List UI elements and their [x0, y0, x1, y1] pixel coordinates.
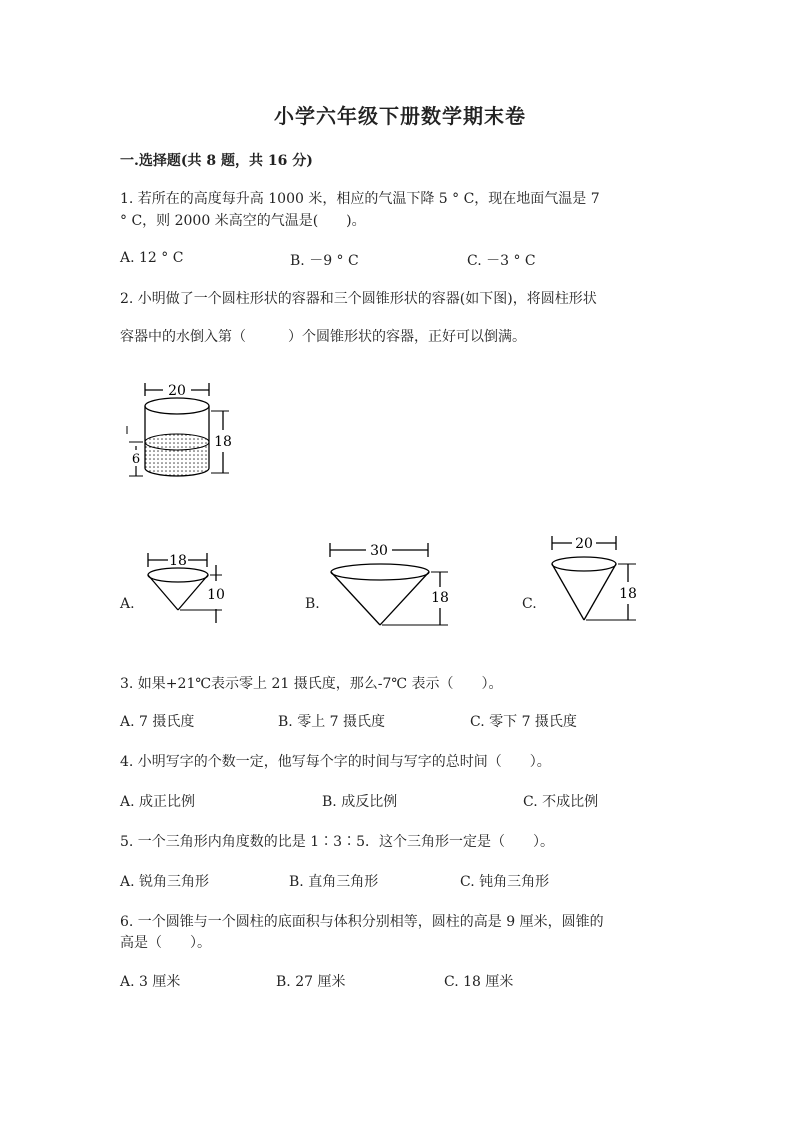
cone-c-diameter-label: 20 [575, 536, 593, 552]
question-4-option-a[interactable]: A. 成正比例 [120, 794, 196, 810]
question-1-line-1: 1. 若所在的高度每升高 1000 米，相应的气温下降 5 ° C，现在地面气温是 7 [120, 191, 600, 207]
question-5-option-b[interactable]: B. 直角三角形 [289, 874, 379, 890]
cone-b-diameter-label: 30 [370, 543, 388, 559]
question-4-text: 4. 小明写字的个数一定，他写每个字的时间与写字的总时间（ ）。 [120, 754, 551, 770]
question-5-option-c[interactable]: C. 钝角三角形 [460, 874, 550, 890]
question-2-line-1: 2. 小明做了一个圆柱形状的容器和三个圆锥形状的容器(如下图)，将圆柱形状 [120, 291, 597, 307]
question-5-text: 5. 一个三角形内角度数的比是 1∶3∶5．这个三角形一定是（ ）。 [120, 834, 554, 850]
question-1-option-a[interactable]: A. 12 ° C [120, 250, 184, 266]
question-3-option-b[interactable]: B. 零上 7 摄氏度 [278, 714, 385, 730]
question-5-option-a[interactable]: A. 锐角三角形 [120, 874, 210, 890]
section-heading: 一.选择题(共 8 题，共 16 分) [120, 153, 313, 169]
page-title: 小学六年级下册数学期末卷 [274, 104, 526, 128]
question-1-line-2: ° C，则 2000 米高空的气温是( )。 [120, 213, 366, 229]
cone-a-height-label: 10 [207, 587, 225, 603]
cone-b-label[interactable]: B. [305, 596, 320, 612]
cylinder-figure [125, 378, 245, 483]
cone-a-diameter-label: 18 [169, 553, 187, 569]
question-4-option-c[interactable]: C. 不成比例 [523, 794, 599, 810]
cone-a-figure[interactable] [140, 545, 240, 630]
question-6-option-c[interactable]: C. 18 厘米 [444, 974, 514, 990]
cone-c-figure[interactable] [542, 530, 652, 630]
question-3-option-a[interactable]: A. 7 摄氏度 [120, 714, 195, 730]
cone-b-figure[interactable] [320, 535, 460, 635]
cone-c-label[interactable]: C. [522, 596, 537, 612]
question-4-option-b[interactable]: B. 成反比例 [322, 794, 398, 810]
cylinder-water-label: 6 [131, 452, 141, 467]
question-6-line-2: 高是（ ）。 [120, 935, 211, 951]
question-3-text: 3. 如果+21℃表示零上 21 摄氏度，那么-7℃ 表示（ ）。 [120, 676, 503, 692]
question-2-line-2: 容器中的水倒入第（ ）个圆锥形状的容器，正好可以倒满。 [120, 329, 526, 345]
question-1-option-c[interactable]: C. －3 ° C [467, 253, 536, 269]
question-6-option-b[interactable]: B. 27 厘米 [276, 974, 346, 990]
question-3-option-c[interactable]: C. 零下 7 摄氏度 [470, 714, 577, 730]
cone-c-height-label: 18 [619, 586, 637, 602]
question-6-line-1: 6. 一个圆锥与一个圆柱的底面积与体积分别相等，圆柱的高是 9 厘米，圆锥的 [120, 914, 604, 930]
question-1-option-b[interactable]: B. －9 ° C [290, 253, 359, 269]
question-6-option-a[interactable]: A. 3 厘米 [120, 974, 181, 990]
cylinder-diameter-label: 20 [168, 383, 186, 399]
cone-b-height-label: 18 [431, 590, 449, 606]
cylinder-height-label: 18 [214, 434, 232, 450]
cone-a-label[interactable]: A. [120, 596, 135, 612]
